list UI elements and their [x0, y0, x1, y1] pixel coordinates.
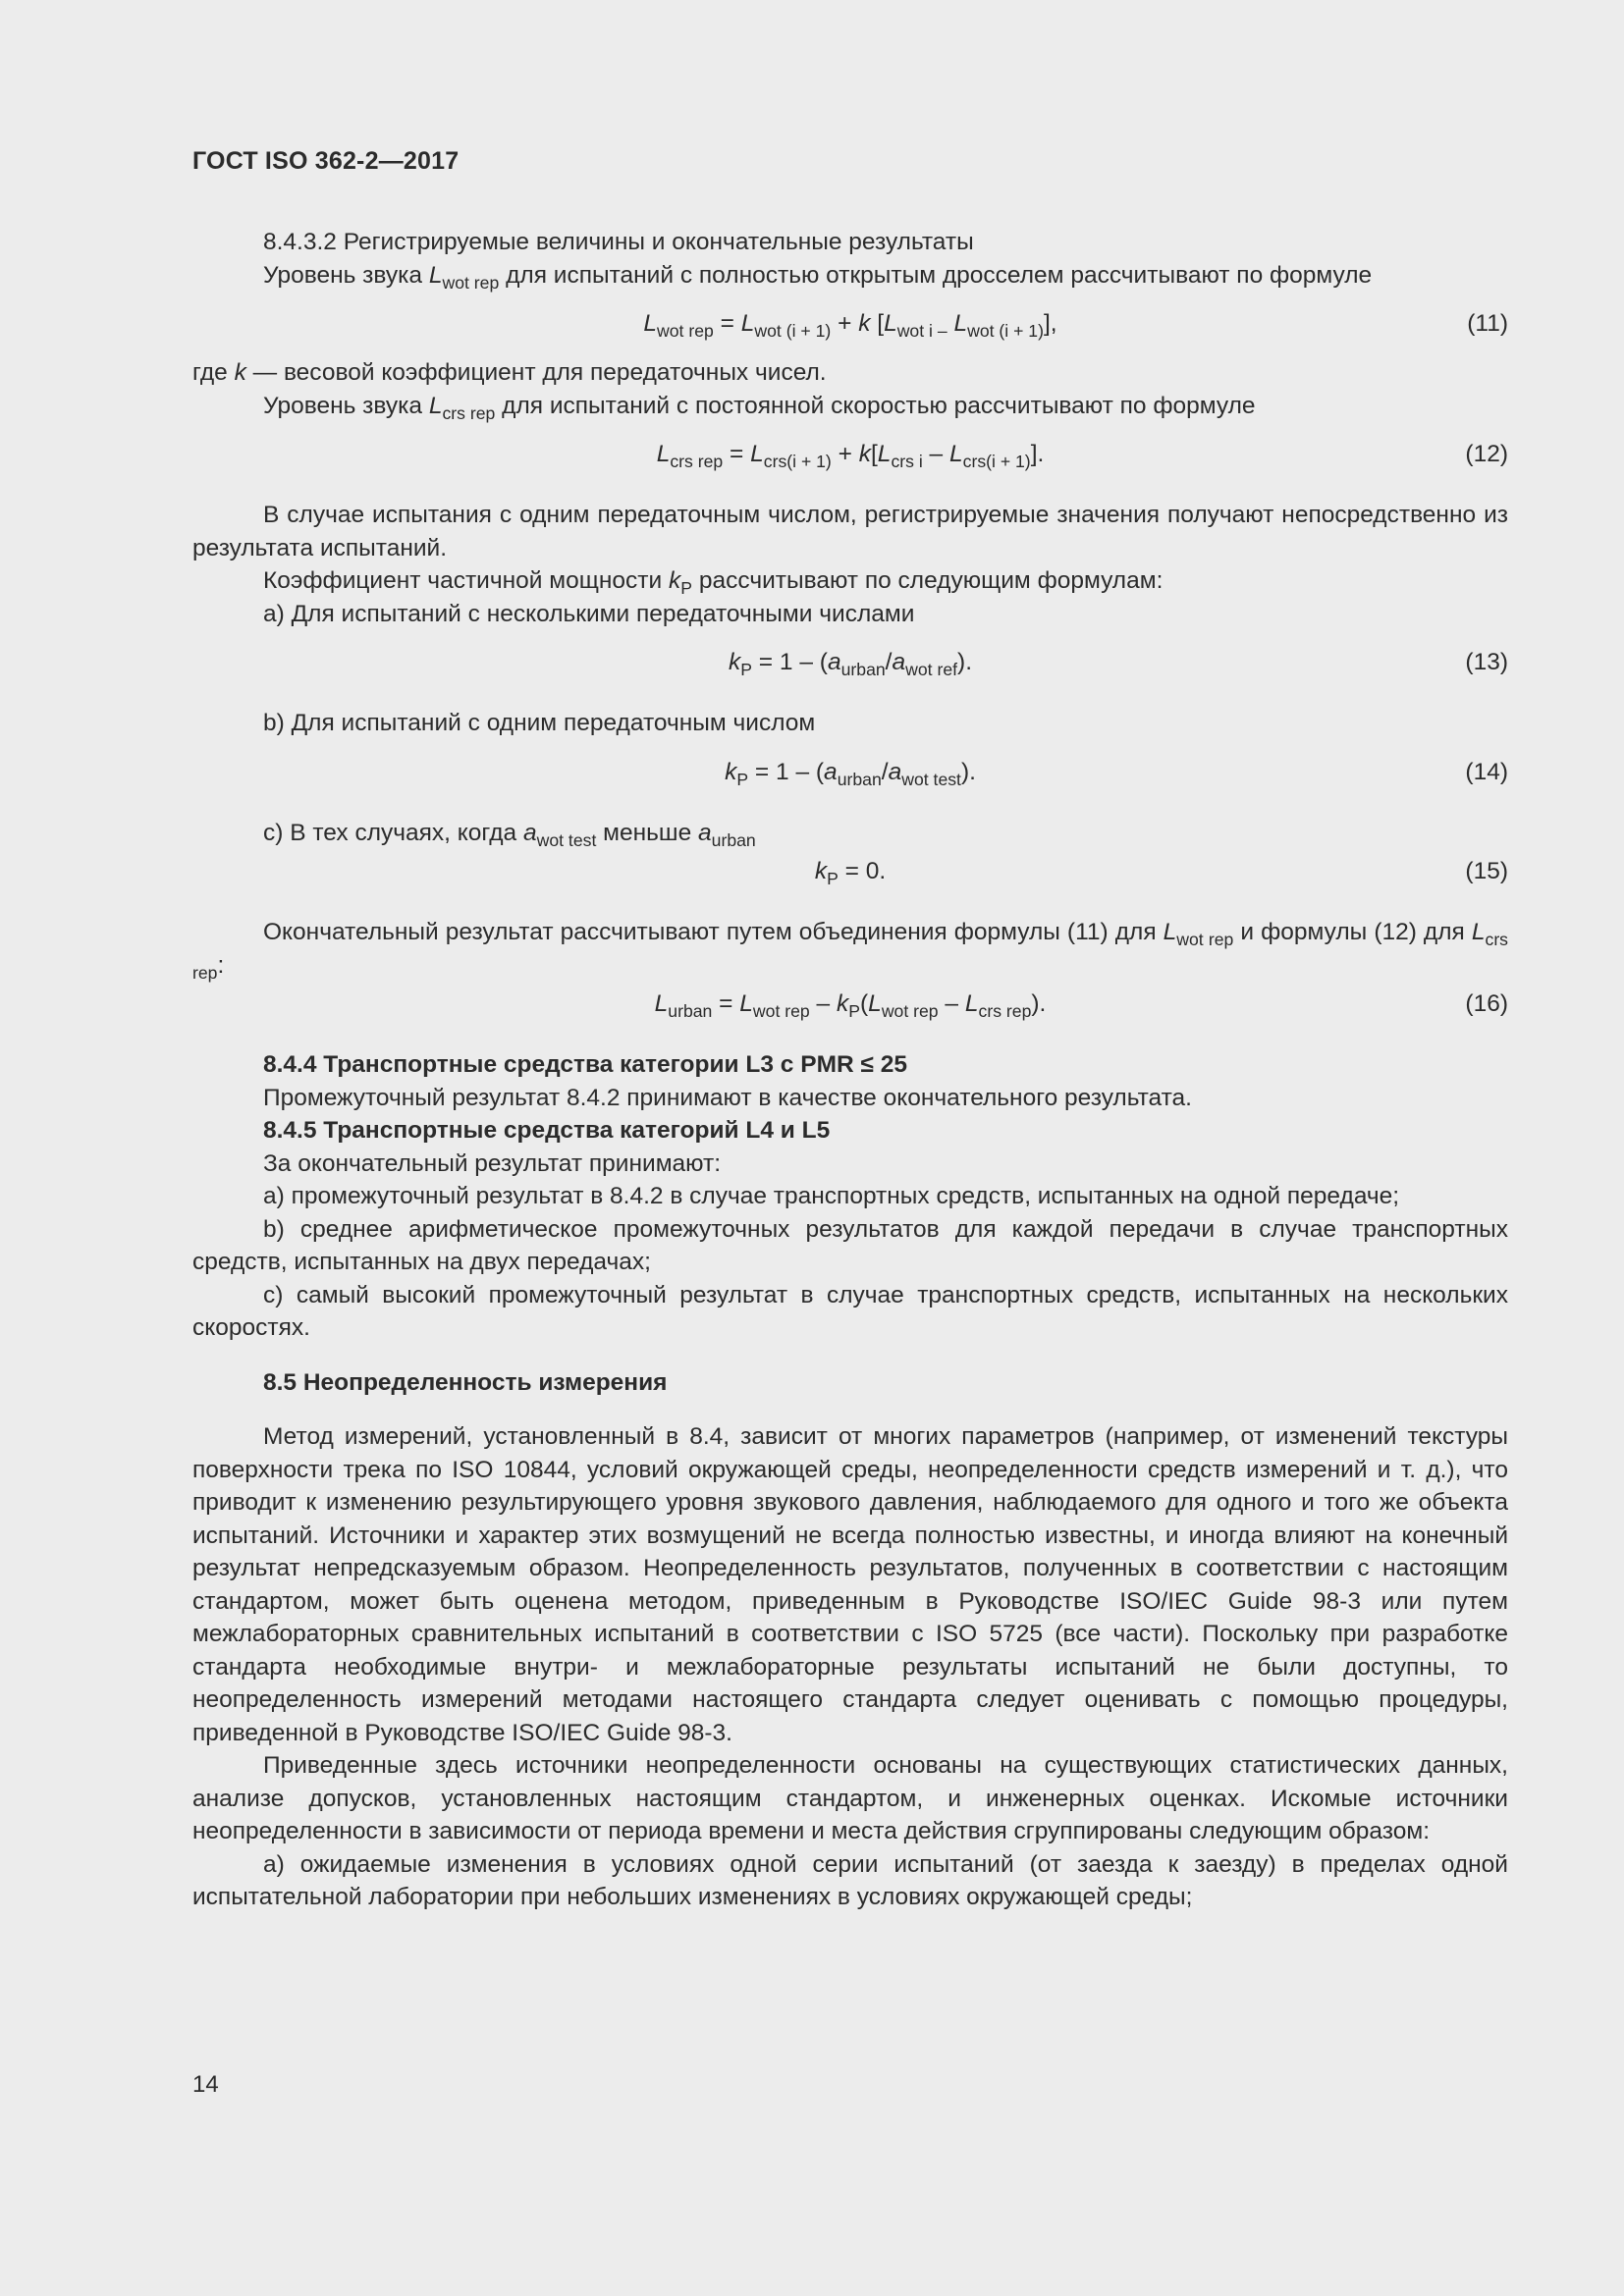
formula-14-number: (14) — [1465, 758, 1508, 785]
section-845-item-c: c) самый высокий промежуточный результат в случае транспортных средств, испытанных на нескольких скоростях. — [192, 1281, 1508, 1341]
formula-16-number: (16) — [1465, 990, 1508, 1017]
section-85-heading: 8.5 Неопределенность измерения — [263, 1368, 668, 1396]
section-85-paragraph-1: Метод измерений, установленный в 8.4, зависит от многих параметров (например, от изменений текстуры поверхности трека по ISO 10844, условий окружающей среды, неопределенности средств измерений и т. д.), что приводит к изменению результирующего уровня звукового давления, наблюдаемого для одного и того же объекта испытаний. Источники и характер этих возмущений не всегда полностью известны, и иногда влияют на конечный результат непредсказуемым образом. Неопределенность результатов, полученных в соответствии с настоящим стандартом, может быть оценена методом, приведенным в Руководстве ISO/IEC Guide 98-3 или путем межлабораторных сравнительных испытаний в соответствии с ISO 5725 (все части). Поскольку при разработке стандарта необходимые внутри- и межлабораторные результаты испытаний не были доступны, то неопределенность измерений методами настоящего стандарта следует оценивать с помощью процедуры, приведенной в Руководстве ISO/IEC Guide 98-3. — [192, 1423, 1508, 1746]
formula-16 — [192, 982, 1508, 1027]
formula-11 — [192, 292, 1508, 356]
paragraph-final-result: Окончательный результат рассчитывают путем объединения формулы (11) для $L_{wot rep}$ и формулы (12) для $L_{crs rep}$: — [192, 919, 1508, 983]
formula-11-number: (11) — [1467, 310, 1508, 337]
formula-14 — [192, 740, 1508, 805]
formula-15-expression: $k_P = 0$. — [814, 858, 887, 889]
formula-14-expression: $k_P = 1 - (a_{urban}/a_{wot test})$. — [725, 758, 976, 789]
section-845-item-a: а) промежуточный результат в 8.4.2 в случае транспортных средств, испытанных на одной передаче; — [263, 1183, 1400, 1209]
list-item-c-wot-less-urban: c) В тех случаях, когда $a_{wot test}$ меньше $a_{urban}$ — [263, 819, 756, 850]
section-85-paragraph-2: Приведенные здесь источники неопределенности основаны на существующих статистических данных, анализе допусков, установленных настоящим стандартом, и инженерных оценках. Искомые источники неопределенности в зависимости от периода времени и места действия сгруппированы следующим образом: — [192, 1752, 1508, 1844]
formula-15 — [192, 849, 1508, 894]
section-845-item-b: b) среднее арифметическое промежуточных результатов для каждой передачи в случае транспортных средств, испытанных на двух передачах; — [192, 1215, 1508, 1275]
formula-13 — [192, 630, 1508, 695]
paragraph-where-k: где k — весовой коэффициент для передаточных чисел. — [192, 359, 827, 386]
paragraph-single-gear: В случае испытания с одним передаточным числом, регистрируемые значения получают непосредственно из результата испытаний. — [192, 502, 1508, 561]
list-item-b-single-gear: b) Для испытаний с одним передаточным числом — [263, 710, 816, 736]
formula-13-number: (13) — [1465, 649, 1508, 675]
document-header: ГОСТ ISO 362-2—2017 — [192, 147, 460, 175]
list-item-a-multiple-gears: а) Для испытаний с несколькими передаточными числами — [263, 600, 915, 627]
formula-13-expression: $k_P = 1 - (a_{urban}/a_{wot ref})$. — [728, 649, 972, 680]
formula-11-expression: $L_{wot rep} = L_{wot (i + 1)} + k$ [$L_{wot i -}$ $L_{wot (i + 1)}$], — [643, 310, 1057, 342]
page-body — [192, 226, 1508, 1914]
paragraph-wot-level: Уровень звука $L_{wot rep}$ для испытаний с полностью открытым дросселем рассчитывают по формуле — [263, 261, 1373, 293]
page-number: 14 — [192, 2071, 219, 2098]
section-845-heading: 8.4.5 Транспортные средства категорий L4 и L5 — [263, 1117, 831, 1144]
formula-16-expression: $L_{urban} = L_{wot rep} - k_P(L_{wot rep} - L_{crs rep})$. — [654, 990, 1047, 1022]
formula-12 — [192, 422, 1508, 487]
section-845-intro: За окончательный результат принимают: — [263, 1149, 722, 1177]
section-8432-heading: 8.4.3.2 Регистрируемые величины и окончательные результаты — [263, 229, 974, 255]
paragraph-kp-intro: Коэффициент частичной мощности $k_P$ рассчитывают по следующим формулам: — [263, 567, 1164, 599]
formula-12-expression: $L_{crs rep} = L_{crs(i + 1)} + k[L_{crs i} - L_{crs(i + 1)}]$. — [656, 441, 1045, 472]
formula-12-number: (12) — [1465, 441, 1508, 467]
section-844-heading: 8.4.4 Транспортные средства категории L3 с PMR ≤ 25 — [263, 1051, 907, 1078]
section-844-text: Промежуточный результат 8.4.2 принимают в качестве окончательного результата. — [263, 1084, 1192, 1111]
paragraph-crs-level: Уровень звука $L_{crs rep}$ для испытаний с постоянной скоростью рассчитывают по формуле — [263, 392, 1256, 423]
formula-15-number: (15) — [1465, 858, 1508, 884]
section-85-item-a: а) ожидаемые изменения в условиях одной серии испытаний (от заезда к заезду) в пределах одной испытательной лаборатории при небольших изменениях в условиях окружающей среды; — [192, 1850, 1508, 1910]
